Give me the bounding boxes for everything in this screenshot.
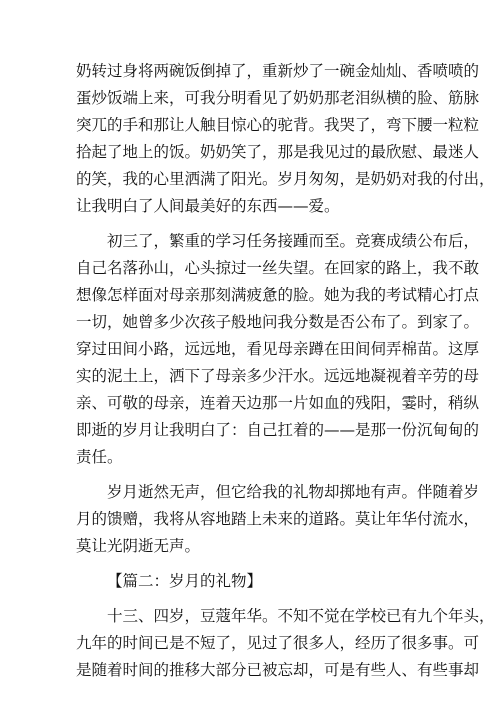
text-line: 月的馈赠，我将从容地踏上未来的道路。莫让年华付流水， [76,510,480,528]
text-line: 一切，她曾多少次孩子般地问我分数是否公布了。到家了。 [76,313,480,331]
text-line: 突兀的手和那让人触目惊心的驼背。我哭了，弯下腰一粒粒 [76,116,480,134]
text-line: 九年的时间已是不短了，见过了很多人，经历了很多事。可 [76,634,480,652]
text-line: 亲、可敬的母亲，连着天边那一片如血的残阳，霎时，稍纵 [76,394,480,412]
text-line: 十三、四岁，豆蔻年华。不知不觉在学校已有九个年头， [107,607,495,625]
text-line: 莫让光阴逝无声。 [76,537,201,555]
text-line: 即逝的岁月让我明白了：自己扛着的——是那一份沉甸甸的 [76,421,480,439]
text-line: 自己名落孙山，心头掠过一丝失望。在回家的路上，我不敢 [76,259,480,277]
text-line: 想像怎样面对母亲那刻满疲惫的脸。她为我的考试精心打点 [76,286,480,304]
text-line: 穿过田间小路，远远地，看见母亲蹲在田间伺弄棉苗。这厚 [76,340,480,358]
paragraph-2 [76,228,480,471]
text-line: 岁月逝然无声，但它给我的礼物却掷地有声。伴随着岁 [107,483,480,501]
text-line: 责任。 [76,448,123,466]
text-line: 拾起了地上的饭。奶奶笑了，那是我见过的最欣慰、最迷人 [76,143,480,161]
paragraph-4 [76,603,495,684]
text-line: 蛋炒饭端上来，可我分明看见了奶奶那老泪纵横的脸、筋脉 [76,89,480,107]
paragraph-1 [76,58,495,220]
paragraph-3 [76,479,480,560]
text-line: 是随着时间的推移大部分已被忘却，可是有些人、有些事却 [76,661,480,679]
document-body [76,58,495,684]
text-line: 实的泥土上，洒下了母亲多少汗水。远远地凝视着辛劳的母 [76,367,480,385]
section-heading [76,568,436,595]
section-heading-text: 【篇二：岁月的礼物】 [107,572,263,590]
text-line: 奶转过身将两碗饭倒掉了，重新炒了一碗金灿灿、香喷喷的 [76,62,480,80]
text-line: 的笑，我的心里洒满了阳光。岁月匆匆，是奶奶对我的付出， [76,170,495,188]
text-line: 初三了，繁重的学习任务接踵而至。竞赛成绩公布后， [107,232,480,250]
text-line: 让我明白了人间最美好的东西——爱。 [76,197,340,215]
